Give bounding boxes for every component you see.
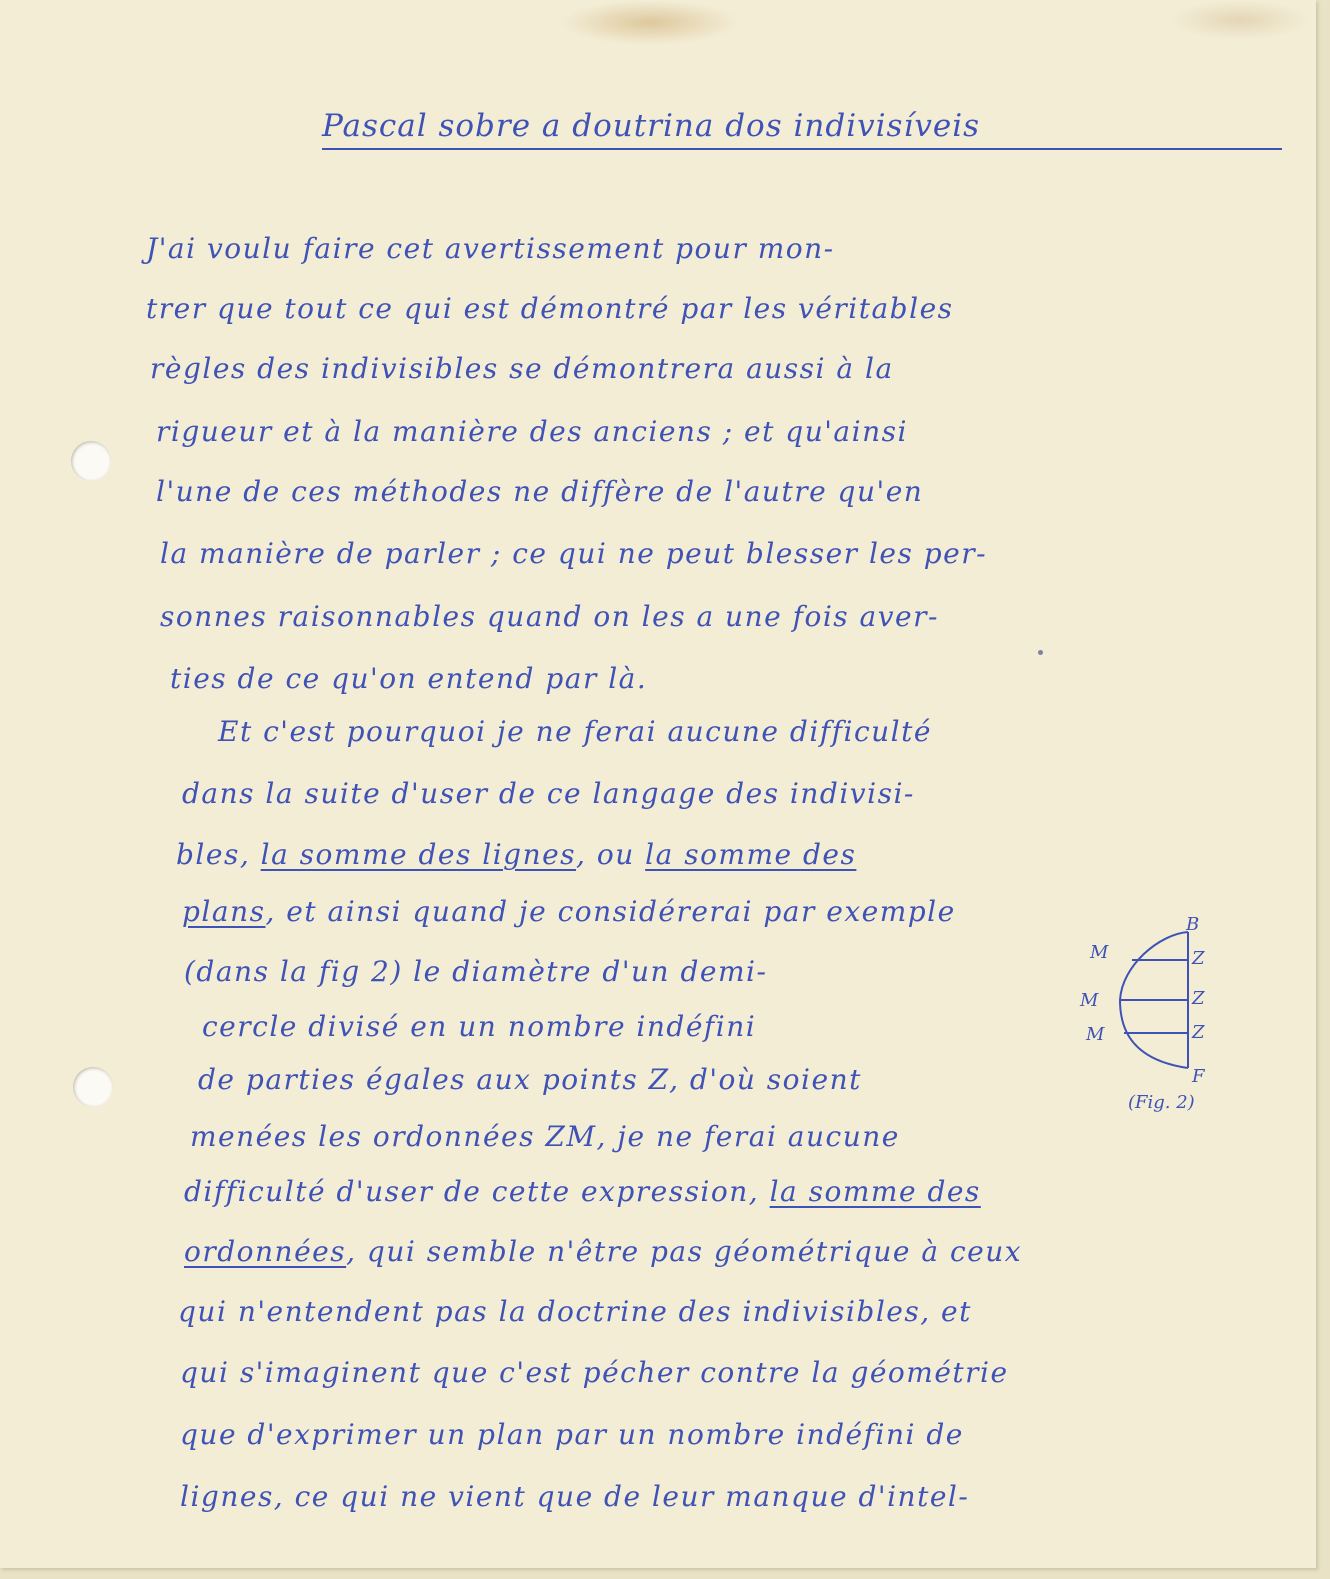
paper-stain bbox=[560, 0, 740, 45]
text-line: menées les ordonnées ZM, je ne ferai aucune bbox=[190, 1120, 900, 1153]
text-line: lignes, ce qui ne vient que de leur manque d'intel- bbox=[180, 1480, 970, 1513]
text-line bbox=[184, 1235, 1022, 1268]
text-line: règles des indivisibles se démontrera aussi à la bbox=[150, 352, 894, 385]
text-fragment: , et ainsi quand je considérerai par exemple bbox=[265, 895, 956, 928]
page-title: Pascal sobre a doutrina dos indivisíveis bbox=[322, 108, 1282, 150]
text-line: de parties égales aux points Z, d'où soient bbox=[198, 1063, 862, 1096]
figure-caption: (Fig. 2) bbox=[1128, 1092, 1195, 1113]
text-fragment: bles, bbox=[176, 838, 251, 871]
underlined-phrase: la somme des bbox=[769, 1175, 981, 1208]
punch-hole bbox=[73, 1067, 113, 1107]
text-line: l'une de ces méthodes ne diffère de l'autre qu'en bbox=[156, 475, 924, 508]
text-fragment: , ou bbox=[576, 838, 635, 871]
underlined-phrase: la somme des lignes bbox=[260, 838, 577, 871]
text-line: que d'exprimer un plan par un nombre indéfini de bbox=[180, 1418, 964, 1451]
ink-dot bbox=[1038, 650, 1043, 655]
text-line bbox=[184, 1175, 981, 1208]
figure-label: B bbox=[1186, 914, 1200, 935]
text-line: ties de ce qu'on entend par là. bbox=[170, 662, 648, 695]
text-line: qui s'imaginent que c'est pécher contre la géométrie bbox=[180, 1356, 1009, 1389]
figure-label: Z bbox=[1192, 948, 1205, 969]
text-fragment: , qui semble n'être pas géométrique à ceux bbox=[346, 1235, 1023, 1268]
figure-label: F bbox=[1192, 1066, 1205, 1087]
text-line: Et c'est pourquoi je ne ferai aucune difficulté bbox=[218, 715, 932, 748]
punch-hole bbox=[71, 441, 111, 481]
underlined-phrase: la somme des bbox=[645, 838, 857, 871]
text-line: qui n'entendent pas la doctrine des indivisibles, et bbox=[178, 1295, 972, 1328]
text-line: dans la suite d'user de ce langage des indivisi- bbox=[182, 777, 915, 810]
figure-label: Z bbox=[1192, 1022, 1205, 1043]
underlined-phrase: plans bbox=[182, 895, 266, 928]
figure-label: Z bbox=[1192, 988, 1205, 1009]
text-line bbox=[182, 895, 956, 928]
text-line: (dans la fig 2) le diamètre d'un demi- bbox=[184, 955, 768, 988]
paper-stain bbox=[1170, 0, 1310, 40]
text-line: rigueur et à la manière des anciens ; et qu'ainsi bbox=[156, 415, 908, 448]
text-line: cercle divisé en un nombre indéfini bbox=[202, 1010, 757, 1043]
text-line bbox=[176, 838, 856, 871]
text-line: J'ai voulu faire cet avertissement pour mon- bbox=[146, 232, 835, 265]
figure-label: M bbox=[1090, 942, 1109, 963]
figure-label: M bbox=[1080, 990, 1099, 1011]
figure-label: M bbox=[1086, 1024, 1105, 1045]
figure-2-semicircle-diagram bbox=[1080, 914, 1240, 1120]
text-line: trer que tout ce qui est démontré par les véritables bbox=[146, 292, 954, 325]
underlined-phrase: ordonnées bbox=[184, 1235, 347, 1268]
text-line: sonnes raisonnables quand on les a une fois aver- bbox=[160, 600, 939, 633]
text-line: la manière de parler ; ce qui ne peut blesser les per- bbox=[160, 537, 988, 570]
text-fragment: difficulté d'user de cette expression, bbox=[184, 1175, 760, 1208]
